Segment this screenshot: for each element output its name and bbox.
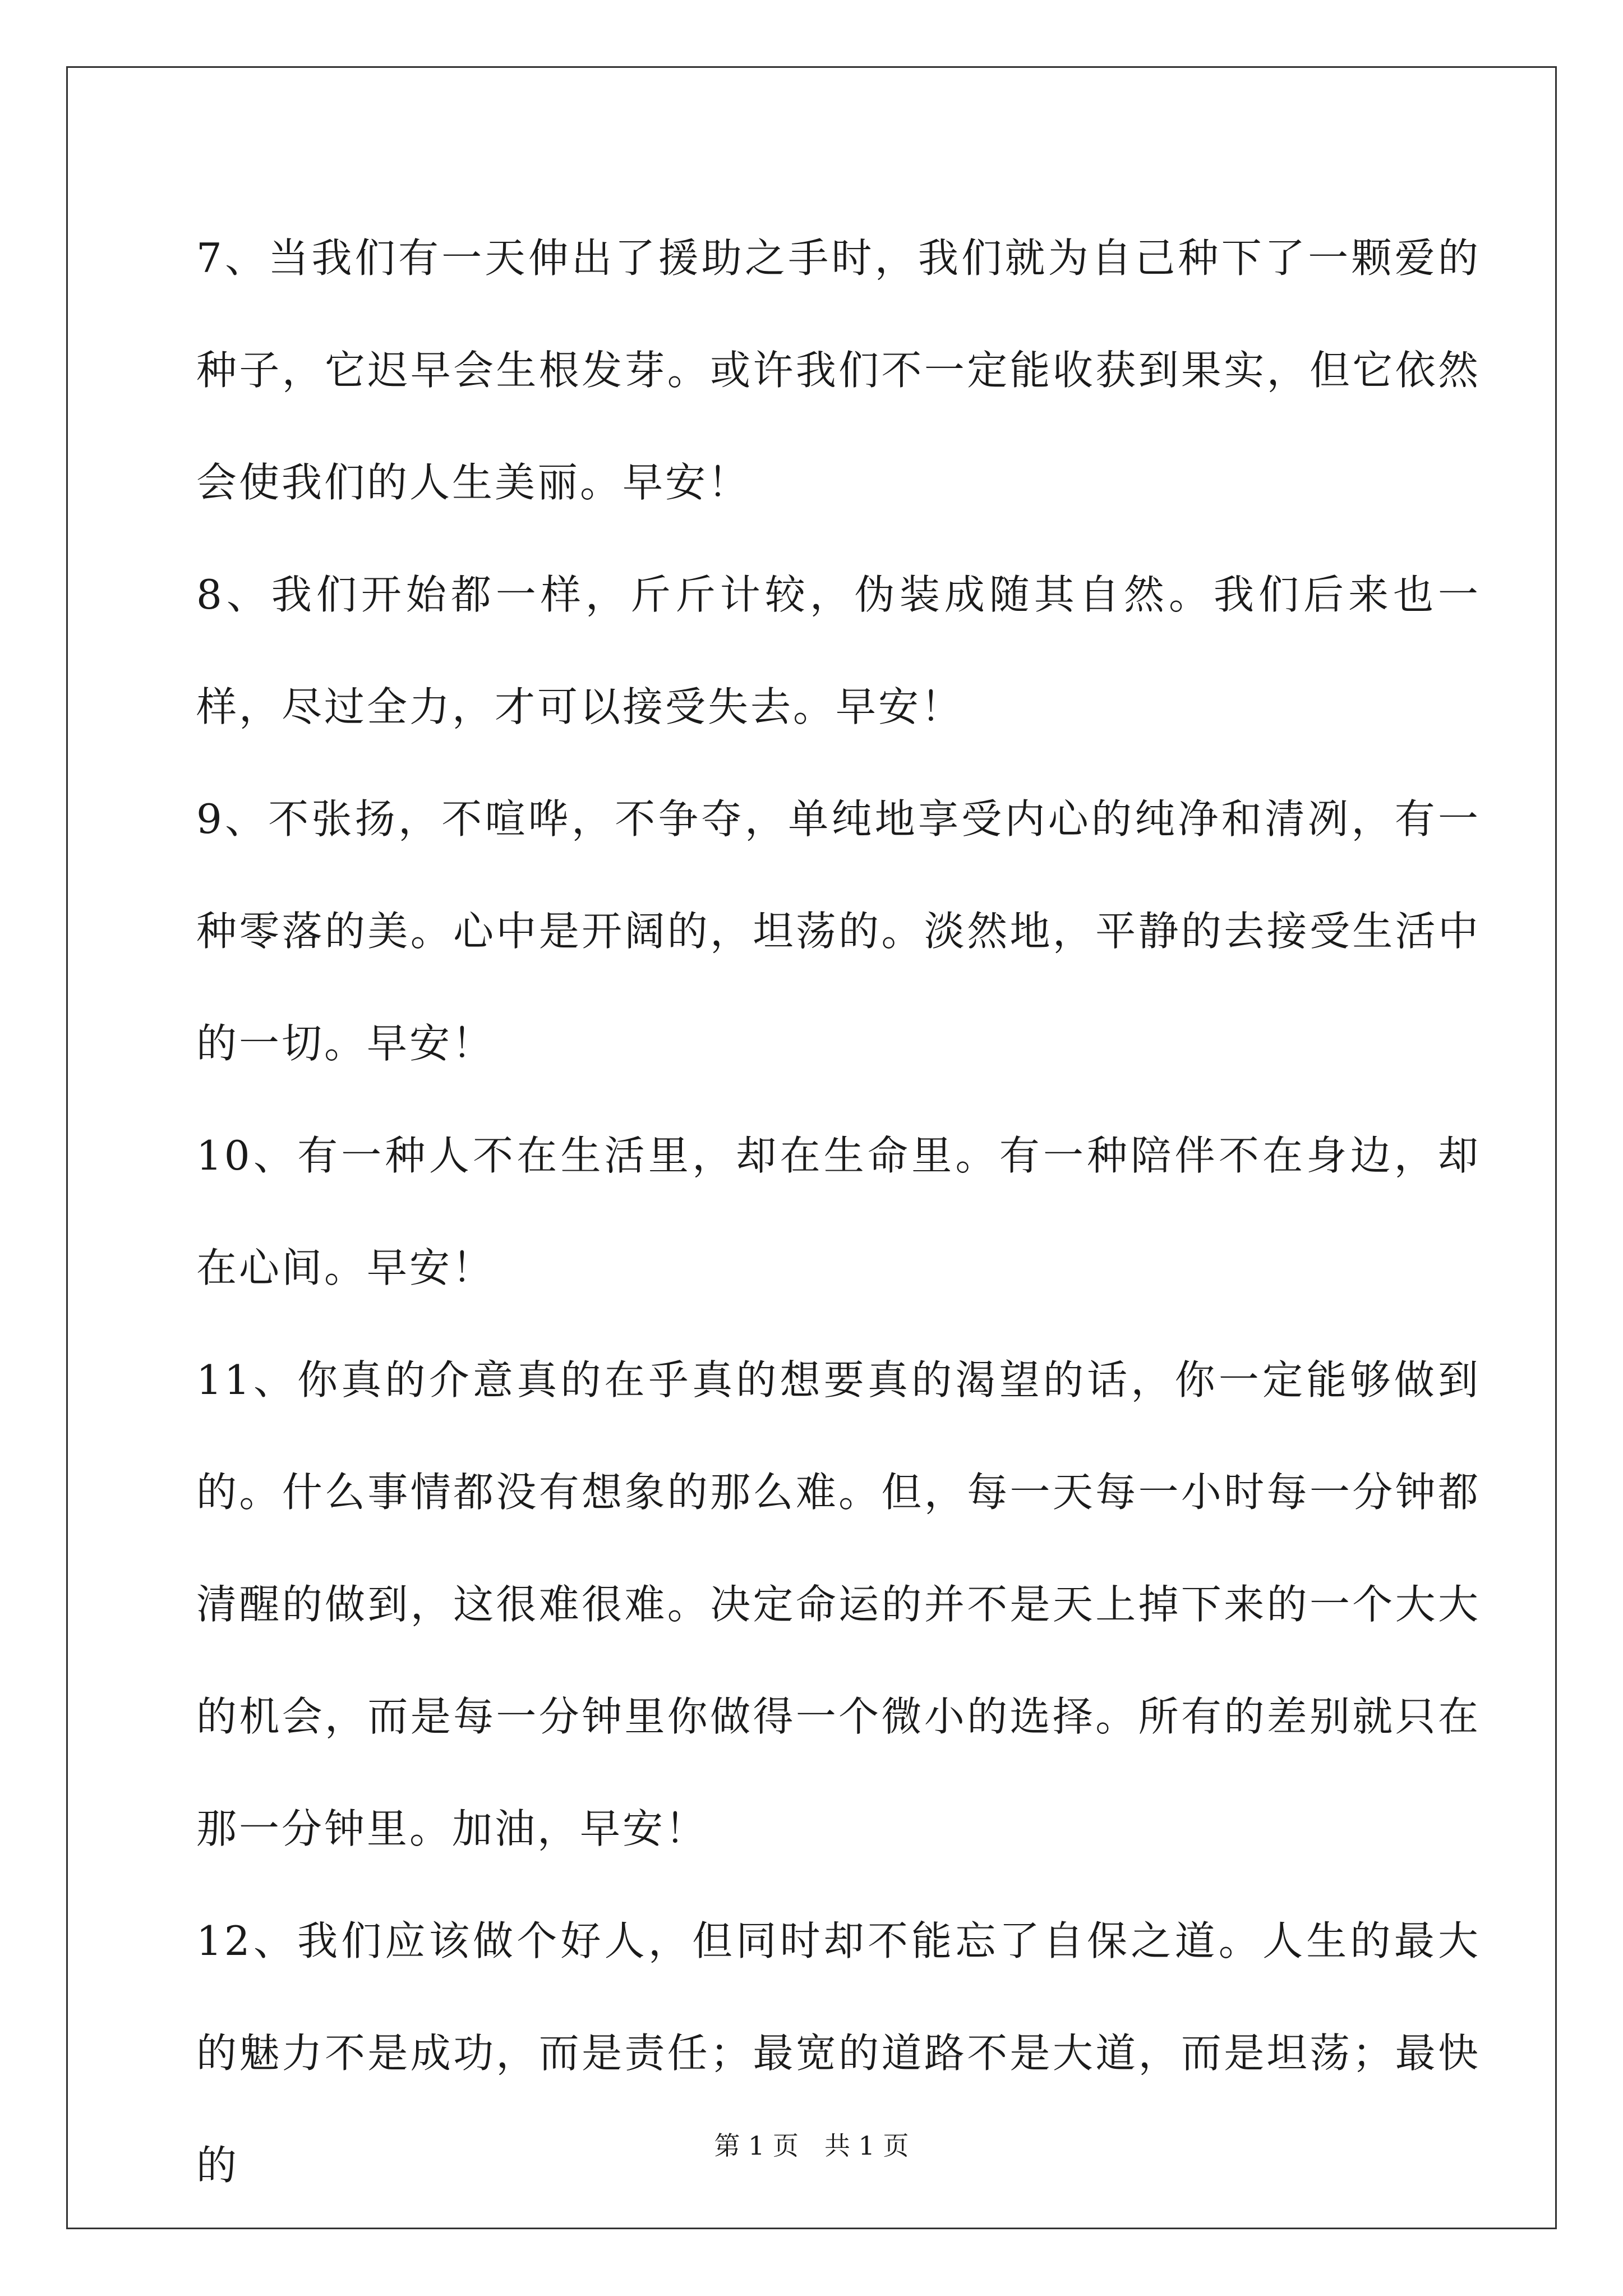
paragraph-10: 10、有一种人不在生活里，却在生命里。有一种陪伴不在身边，却在心间。早安！ xyxy=(196,1132,1481,1291)
paragraph-9: 9、不张扬，不喧哗，不争夺，单纯地享受内心的纯净和清冽，有一种零落的美。心中是开阔的，坦荡的。淡然地，平静的去接受生活中的一切。早安！ xyxy=(196,795,1481,1067)
paragraph-7: 7、当我们有一天伸出了援助之手时，我们就为自己种下了一颗爱的种子，它迟早会生根发芽。或许我们不一定能收获到果实，但它依然会使我们的人生美丽。早安！ xyxy=(196,234,1481,506)
page-number-footer: 第 1 页 共 1 页 xyxy=(714,2131,909,2161)
document-body xyxy=(196,202,1481,2221)
paragraph-12: 12、我们应该做个好人，但同时却不能忘了自保之道。人生的最大的魅力不是成功，而是责任；最宽的道路不是大道，而是坦荡；最快的 xyxy=(196,1917,1481,2189)
paragraph-11: 11、你真的介意真的在乎真的想要真的渴望的话，你一定能够做到的。什么事情都没有想象的那么难。但，每一天每一小时每一分钟都清醒的做到，这很难很难。决定命运的并不是天上掉下来的一个大大的机会，而是每一分钟里你做得一个微小的选择。所有的差别就只在那一分钟里。加油，早安！ xyxy=(196,1356,1481,1852)
paragraph-8: 8、我们开始都一样，斤斤计较，伪装成随其自然。我们后来也一样，尽过全力，才可以接受失去。早安！ xyxy=(196,571,1481,730)
